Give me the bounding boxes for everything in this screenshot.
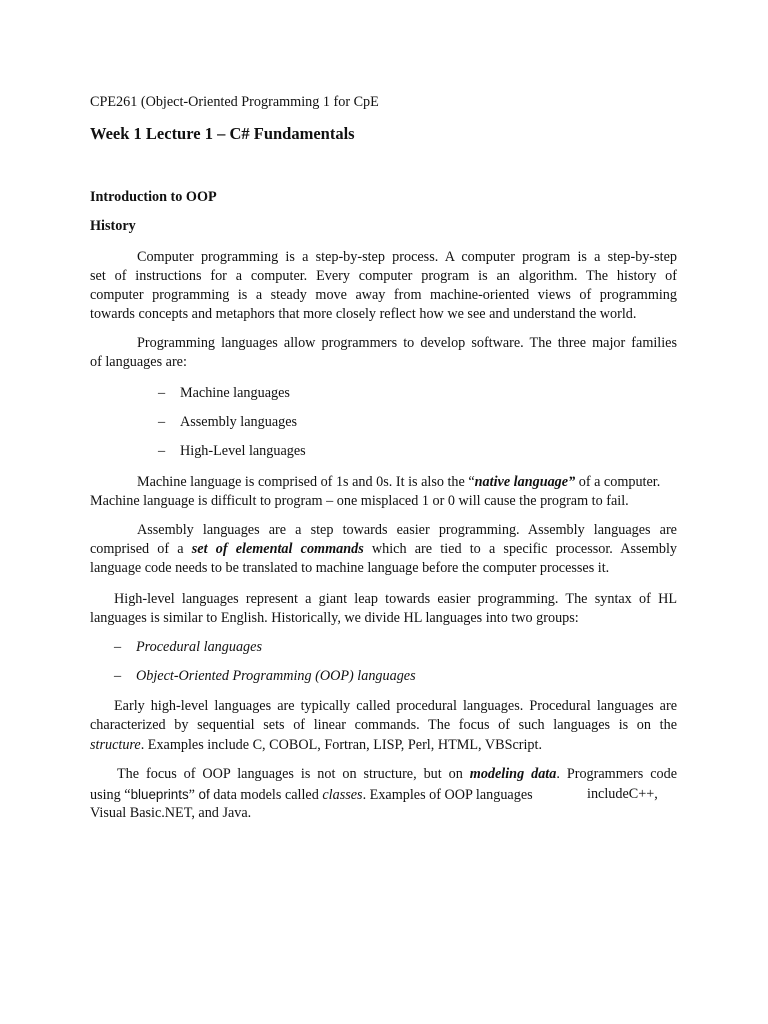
text-run: blueprints [130,787,189,802]
paragraph-line [90,736,542,755]
emphasis-text: modeling data [469,766,557,782]
paragraph-line [117,765,677,784]
list-item [158,384,290,403]
paragraph-line: Early high-level languages are typically called procedural languages. Procedural languages are [114,698,677,714]
list-item [158,442,306,461]
list-dash: – [114,668,122,684]
emphasis-text: structure [90,737,141,753]
list-item-text: Object-Oriented Programming (OOP) languages [136,668,416,684]
text-run: using “ [90,787,131,803]
list-dash: – [114,639,122,655]
text-run: The focus of OOP languages is not on structure, but on [117,766,470,782]
text-run: . Examples of OOP languages [362,787,533,803]
paragraph-line: Programming languages allow programmers to develop software. The three major families [137,335,677,351]
text-run: data models called [209,787,323,803]
list-dash: – [158,414,166,430]
paragraph-line: language code needs to be translated to machine language before the computer processes it. [90,560,610,576]
text-run: of a computer. [575,474,661,490]
list-item-text: High-Level languages [180,443,306,459]
paragraph-line: of languages are: [90,354,187,370]
list-dash: – [158,443,166,459]
text-run: which are tied to a specific processor. Assembly [363,541,678,557]
list-item [114,638,262,657]
list-dash: – [158,385,166,401]
emphasis-text: native language” [474,474,576,490]
paragraph-line: includeC++, [587,786,658,802]
paragraph-line: Visual Basic.NET, and Java. [90,805,252,821]
text-run: . Examples include C, COBOL, Fortran, LISP, Perl, HTML, VBScript. [140,737,543,753]
emphasis-text: set of elemental commands [191,541,364,557]
paragraph-line: languages is similar to English. Historically, we divide HL languages into two groups: [90,610,579,626]
paragraph-line: towards concepts and metaphors that more closely reflect how we see and understand the world. [90,306,637,322]
list-item-text: Machine languages [180,385,290,401]
course-title: CPE261 (Object-Oriented Programming 1 for CpE [90,94,379,110]
list-item-text: Procedural languages [136,639,262,655]
paragraph-line [90,540,677,559]
text-run: . Programmers code [556,766,677,782]
paragraph-line: Computer programming is a step-by-step process. A computer program is a step-by-step [137,249,677,265]
paragraph-line: High-level languages represent a giant leap towards easier programming. The syntax of HL [114,591,677,607]
text-run: comprised of a [90,541,192,557]
list-item-text: Assembly languages [180,414,298,430]
text-run: of [198,787,210,802]
subsection-heading: History [90,218,136,234]
paragraph-line: Machine language is difficult to program – one misplaced 1 or 0 will cause the program to fail. [90,493,629,509]
paragraph-line [137,473,660,492]
text-run: ” [188,787,199,803]
paragraph-line: set of instructions for a computer. Every computer program is an algorithm. The history of [90,268,677,284]
list-item [114,667,416,686]
text-run: Machine language is comprised of 1s and 0s. It is also the “ [137,474,475,490]
emphasis-text: classes [322,787,363,803]
paragraph-line: Assembly languages are a step towards easier programming. Assembly languages are [137,522,677,538]
paragraph-line: computer programming is a steady move away from machine-oriented views of programming [90,287,677,303]
paragraph-line: characterized by sequential sets of linear commands. The focus of such languages is on the [90,717,677,733]
section-heading: Introduction to OOP [90,189,217,205]
paragraph-line [90,785,533,805]
lecture-title: Week 1 Lecture 1 – C# Fundamentals [90,124,355,143]
list-item [158,413,297,432]
